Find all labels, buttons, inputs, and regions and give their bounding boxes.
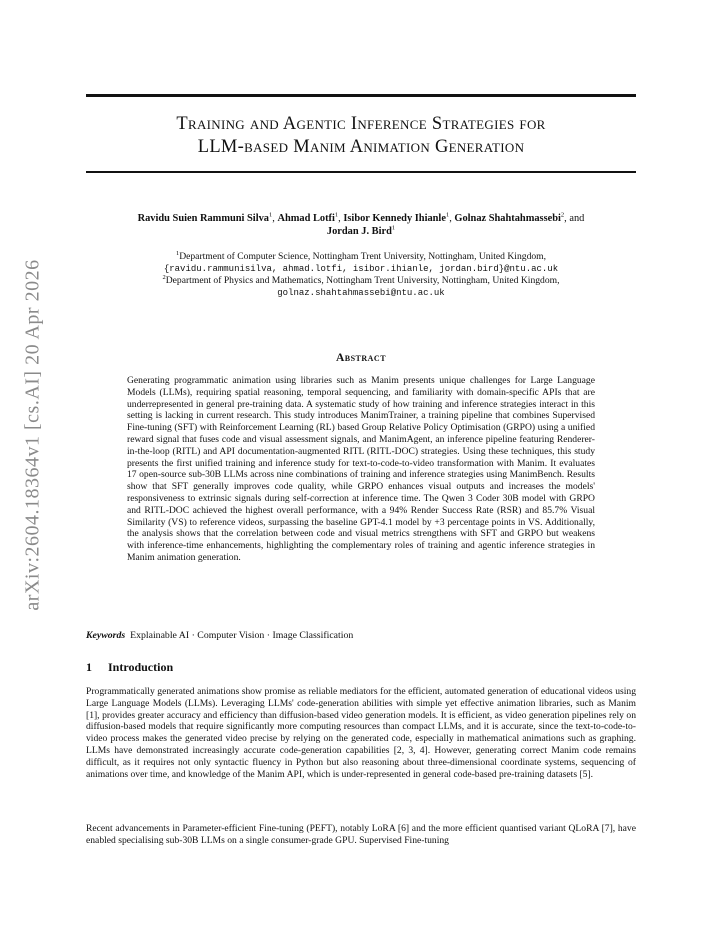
arxiv-sidebar-stamp [8,210,58,660]
affiliations [96,251,626,299]
author-name: Golnaz Shahtahmassebi [454,213,561,224]
paragraph: Programmatically generated animations show promise as reliable mediators for the efficient, automated generation of educational videos using Large Language Models (LLMs). Leveraging LLMs' code-generation abilities with simple yet effective animation libraries, such as Manim [1], provides greater accuracy and efficiency than diffusion-based video generation models. It is efficient, as video generation pipelines rely on diffusion-based models that require significantly more computing resources than compact LLMs, and it is accurate, since the text-to-code-to-video process makes the generated video precise by relying on the generated code, especially in mathematical animations such as graphing. LLMs have demonstrated increasingly accurate code-generation capabilities [2, 3, 4]. However, generating correct Manim code remains difficult, as it requires not only syntactic fluency in Python but also reasoning about three-dimensional coordinate systems, sequencing of animations over time, and knowledge of the Manim API, which is under-represented in general code-based pre-training datasets [5]. [86,686,636,780]
author-separator: , [449,213,455,224]
author-list [96,212,626,238]
section-title: Introduction [108,660,174,674]
author-affil-mark: 1 [391,224,396,232]
section-heading [86,660,173,675]
affiliation-1-email[interactable]: {ravidu.rammunisilva, ahmad.lotfi, isibor.ihianle, jordan.bird}@ntu.ac.uk [163,264,559,274]
section-number: 1 [86,660,92,674]
affiliation-2-email[interactable]: golnaz.shahtahmassebi@ntu.ac.uk [277,288,445,298]
author-affil-mark: 1 [334,211,339,219]
keywords-label: Keywords [86,630,126,641]
author-separator: , [272,213,278,224]
author-separator: , [338,213,344,224]
author-name: Ahmad Lotfi [277,213,335,224]
author-affil-mark: 1 [445,211,450,219]
paper-title [86,113,636,159]
arxiv-id: arXiv:2604.18364v1 [cs.AI] 20 Apr 2026 [21,259,44,611]
abstract-text: Generating programmatic animation using libraries such as Manim presents unique challenges for Large Language Models (LLMs), requiring spatial reasoning, temporal sequencing, and familiarity with domain-specific APIs that are underrepresented in general pre-training data. A systematic study of how training and inference strategies interact in this setting is lacking in current research. This study introduces ManimTrainer, a training pipeline that combines Supervised Fine-tuning (SFT) with Reinforcement Learning (RL) based Group Relative Policy Optimisation (GRPO) using a unified reward signal that fuses code and visual assessment signals, and ManimAgent, an inference pipeline featuring Renderer-in-the-loop (RITL) and API documentation-augmented RITL (RITL-DOC) strategies. Using these techniques, this study presents the first unified training and inference study for text-to-code-to-video transformation with Manim. It evaluates 17 open-source sub-30B LLMs across nine combinations of training and inference strategies using ManimBench. Results show that SFT generally improves code quality, while GRPO enhances visual outputs and increases the models' responsiveness to extrinsic signals during self-correction at inference time. The Qwen 3 Coder 30B model with GRPO and RITL-DOC achieved the highest overall performance, with a 94% Render Success Rate (RSR) and 85.7% Visual Similarity (VS) to reference videos, surpassing the baseline GPT-4.1 model by +3 percentage points in VS. Additionally, the analysis shows that the correlation between code and visual metrics strengthens with SFT and GRPO but weakens with inference-time enhancements, highlighting the complementary roles of training and agentic inference strategies in Manim animation generation. [127,375,595,563]
author-and: , and [564,213,585,224]
title-rule-top [86,94,636,97]
affiliation-1: Department of Computer Science, Nottingham Trent University, Nottingham, United Kingdom, [179,251,547,262]
keywords-text: Explainable AI · Computer Vision · Image Classification [130,630,354,641]
title-rule-bottom [86,171,636,173]
paragraph: Recent advancements in Parameter-efficient Fine-tuning (PEFT), notably LoRA [6] and the more efficient quantised variant QLoRA [7], have enabled specialising sub-30B LLMs on a single consumer-grade GPU. Supervised Fine-tuning [86,823,636,846]
title-line-1: Training and Agentic Inference Strategies for [176,114,546,134]
abstract-heading: Abstract [335,352,387,364]
affiliation-2: Department of Physics and Mathematics, Nottingham Trent University, Nottingham, United Kingdom, [165,275,560,286]
author-name: Ravidu Suien Rammuni Silva [137,213,269,224]
author-name: Jordan J. Bird [326,226,392,237]
author-affil-mark: 2 [560,211,565,219]
keywords-line [86,630,636,641]
author-affil-mark: 1 [268,211,273,219]
author-name: Isibor Kennedy Ihianle [343,213,446,224]
affil-mark: 1 [175,249,180,257]
affil-mark: 2 [162,273,166,281]
title-line-2: LLM-based Manim Animation Generation [197,137,525,157]
